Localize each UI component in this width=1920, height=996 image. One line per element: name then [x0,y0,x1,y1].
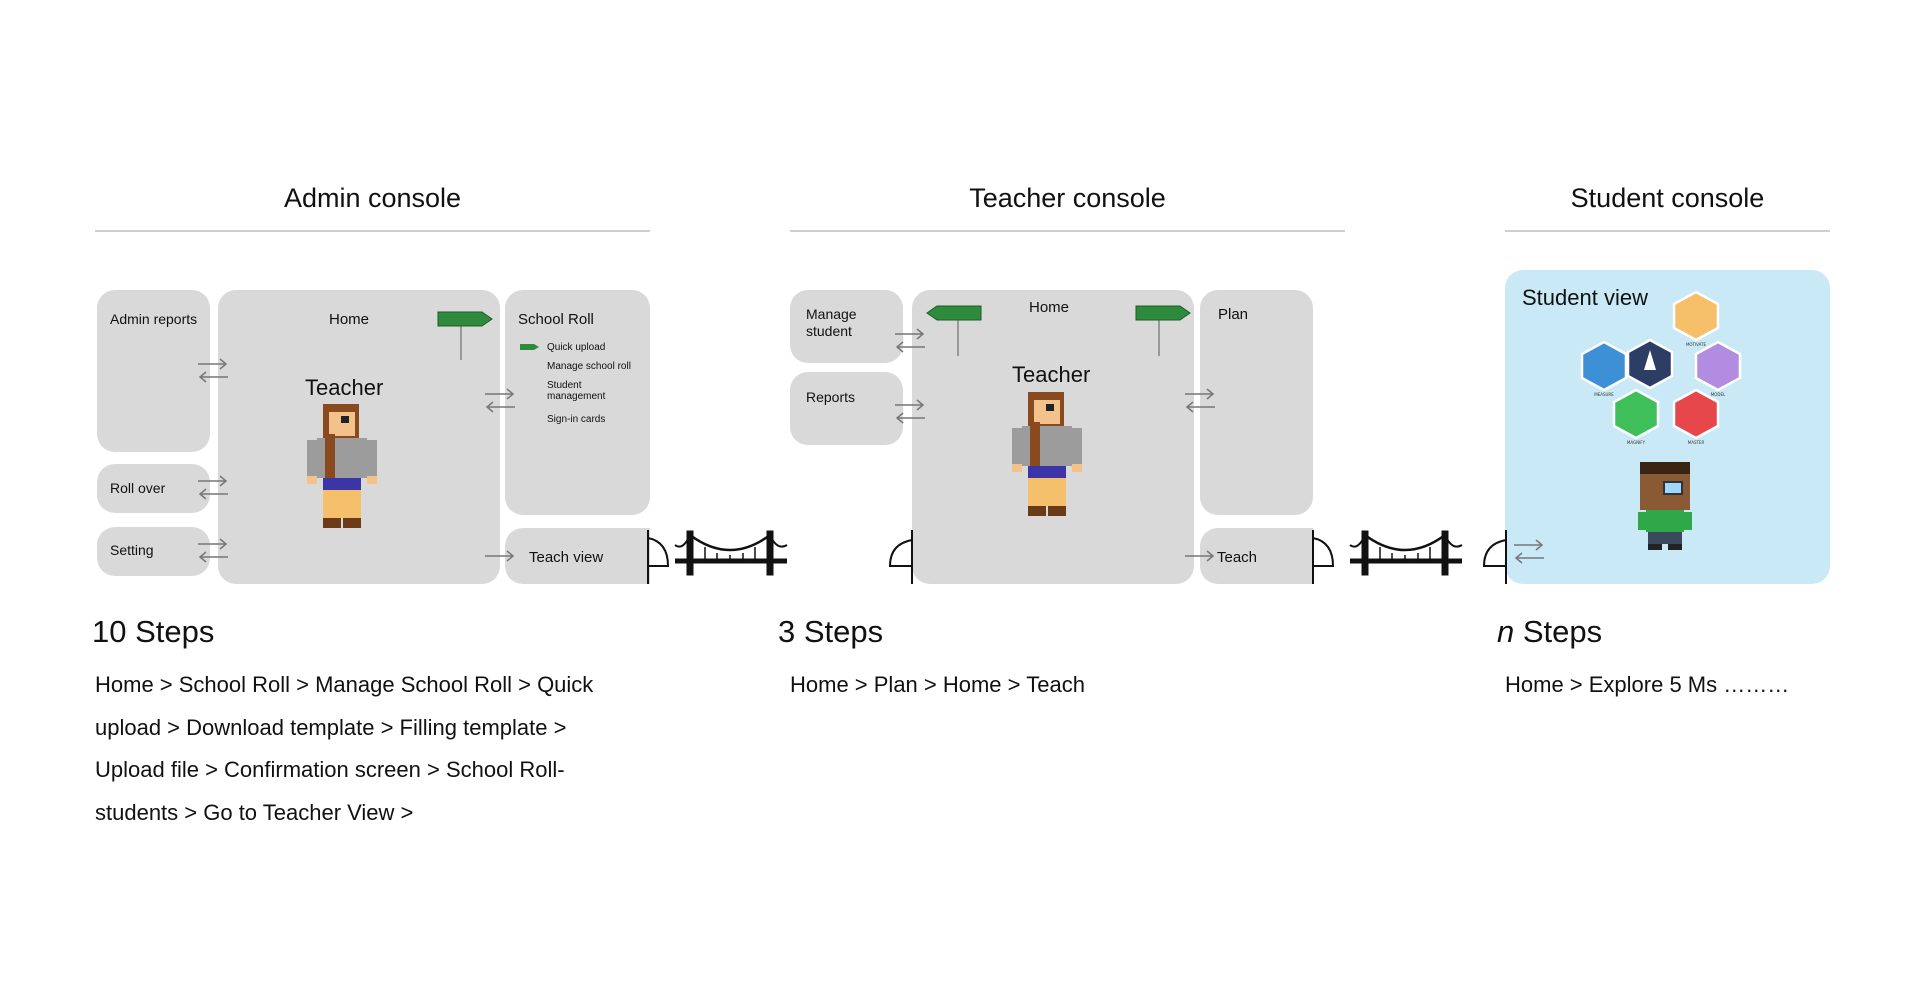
teacher-avatar-icon [1008,392,1086,522]
school-roll-item-quick-upload[interactable]: Quick upload [547,342,606,353]
green-signpost-icon [436,310,494,360]
school-roll-label: School Roll [518,311,594,328]
measure-badge-label: MEASURE [1594,392,1614,397]
five-ms-badges [1578,290,1758,450]
teacher-title-rule [790,230,1345,232]
two-way-arrows-icon [483,386,517,414]
admin-steps-path: Home > School Roll > Manage School Roll > Quick upload > Download template > Filling template > Upload file > Confirmation screen > School Roll-students > Go to Teacher View > [95,672,594,825]
two-way-arrows-icon [196,473,230,501]
student-steps-label: Steps [1514,614,1603,649]
teach-view-label: Teach view [529,549,604,566]
model-badge [1696,342,1740,390]
student-steps-path: Home > Explore 5 Ms ……… [1505,672,1790,697]
school-roll-item-student-management[interactable]: Student management [547,380,606,402]
admin-console-title: Admin console [283,183,462,213]
master-badge-label: MASTER [1687,440,1705,445]
model-badge-label: MODEL [1710,392,1726,397]
student-steps-n: n [1497,614,1515,649]
teacher-home-label: Home [1029,299,1070,316]
admin-teacher-label: Teacher [305,375,384,400]
student-steps-count [1497,614,1602,650]
plan-label: Plan [1218,306,1249,323]
two-way-arrows-icon [196,356,230,384]
motivate-badge [1674,292,1718,340]
roll-over-label: Roll over [110,480,166,496]
manage-student-label: Manage student [806,306,857,339]
right-arrow-icon [483,550,517,564]
door-icon [648,528,672,584]
admin-steps-count: 10 Steps [92,614,215,649]
admin-reports-label: Admin reports [110,311,198,327]
reports-label: Reports [806,389,856,405]
magnify-badge [1614,390,1658,438]
quick-upload-arrow-icon [520,343,540,351]
measure-badge [1582,342,1626,390]
right-arrow-icon [1183,550,1217,564]
school-roll-item-manage[interactable]: Manage school roll [547,361,631,372]
setting-label: Setting [110,542,154,558]
bridge-icon [675,531,787,577]
door-icon [1478,528,1506,584]
teach-label: Teach [1217,549,1258,566]
admin-title-rule [95,230,650,232]
teacher-console-title: Teacher console [969,183,1166,213]
teacher-steps-path: Home > Plan > Home > Teach [790,672,1085,697]
two-way-arrows-icon [1512,537,1546,565]
teacher-teacher-label: Teacher [1012,362,1091,387]
two-way-arrows-icon [893,397,927,425]
student-console-title: Student console [1570,183,1765,213]
reports-panel[interactable] [790,372,903,445]
two-way-arrows-icon [1183,386,1217,414]
motivate-badge-label: MOTIVATE [1685,342,1707,347]
school-roll-item-sign-in[interactable]: Sign-in cards [547,414,606,425]
student-avatar-icon [1636,462,1694,552]
green-signpost-icon [925,304,983,356]
teacher-steps-count: 3 Steps [778,614,884,649]
magnify-badge-label: MAGNIFY [1626,440,1646,445]
student-title-rule [1505,230,1830,232]
door-icon [886,528,912,584]
student-view-label: Student view [1522,285,1648,310]
teacher-avatar-icon [303,404,381,534]
green-signpost-icon [1134,304,1192,356]
bridge-icon [1350,531,1462,577]
two-way-arrows-icon [196,536,230,564]
two-way-arrows-icon [893,326,927,354]
door-icon [1313,528,1337,584]
master-badge [1674,390,1718,438]
admin-home-label: Home [329,311,370,328]
